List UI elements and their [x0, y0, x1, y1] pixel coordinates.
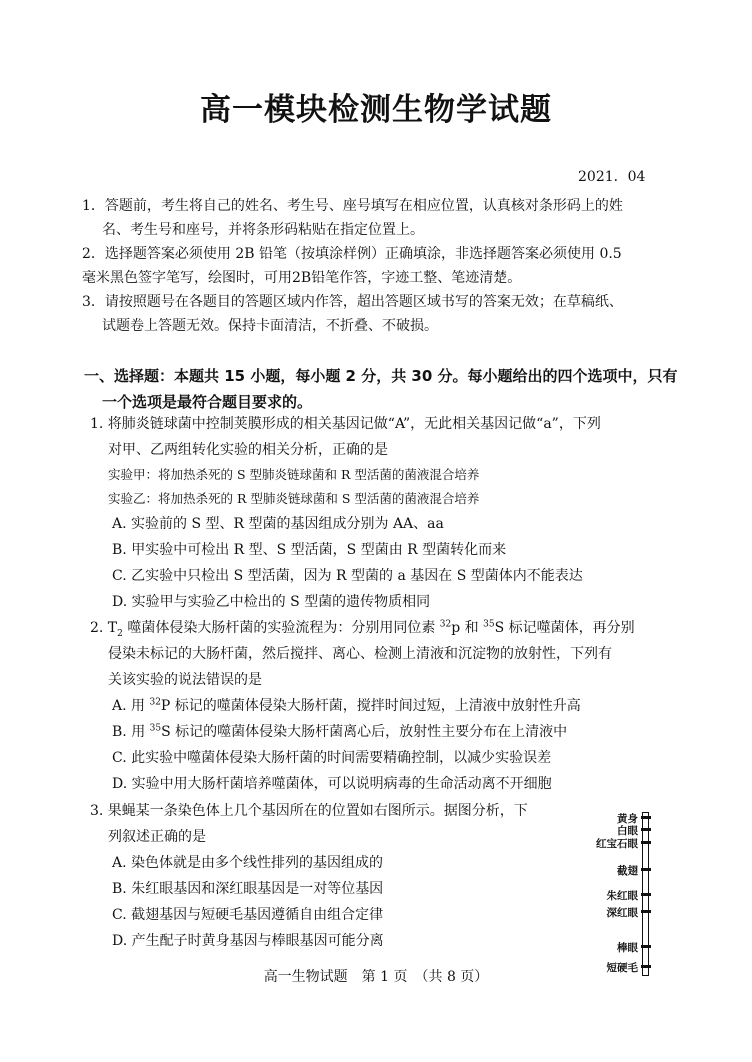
section-line: 一个选项是最符合题目要求的。: [102, 393, 313, 411]
q1-option-d: D. 实验甲与实验乙中检出的 S 型菌的遗传物质相同: [112, 594, 431, 610]
q1-option-b: B. 甲实验中可检出 R 型、S 型活菌，S 型菌由 R 型菌转化而来: [112, 542, 507, 558]
q3-option-d: D. 产生配子时黄身基因与棒眼基因可能分离: [112, 933, 384, 949]
instruction-2: [82, 242, 682, 290]
q2-stem-text: 噬菌体侵染大肠杆菌的实验流程为：分别用同位素: [122, 620, 440, 636]
gene-label-vermilion-eye: 朱红眼: [606, 890, 638, 902]
gene-band: [641, 945, 651, 948]
chromosome-gene-map: [580, 808, 660, 978]
q1-stem: 对甲、乙两组转化实验的相关分析，正确的是: [108, 442, 388, 458]
gene-label-bobbed-bristle: 短硬毛: [606, 962, 638, 974]
option-text: P 标记的噬菌体侵染大肠杆菌，搅拌时间过短，上清液中放射性升高: [160, 698, 581, 714]
q1-experiment-b: 实验乙：将加热杀死的 R 型肺炎链球菌和 S 型活菌的菌液混合培养: [108, 491, 480, 506]
gene-label-bar-eye: 棒眼: [617, 942, 638, 954]
q3-stem: 列叙述正确的是: [108, 829, 206, 845]
q2-stem: [90, 618, 635, 638]
q3-option-b: B. 朱红眼基因和深红眼基因是一对等位基因: [112, 881, 384, 897]
q1-stem: 1. 将肺炎链球菌中控制荚膜形成的相关基因记做“A”，无此相关基因记做“a”，下列: [90, 416, 601, 432]
instruction-line: 1．答题前，考生将自己的姓名、考生号、座号填写在相应位置，认真核对条形码上的姓: [82, 198, 623, 214]
q2-stem: 关该实验的说法错误的是: [108, 672, 262, 688]
page-title: 高一模块检测生物学试题: [200, 92, 552, 128]
q2-option-a: [112, 696, 581, 716]
option-superscript: 35: [149, 723, 162, 734]
instruction-line: 3．请按照题号在各题目的答题区域内作答，超出答题区域书写的答案无效；在草稿纸、: [82, 294, 623, 310]
q3-stem: 3. 果蝇某一条染色体上几个基因所在的位置如右图所示。据图分析，下: [90, 803, 528, 819]
q1-option-a: A. 实验前的 S 型、R 型菌的基因组成分别为 AA、aa: [112, 516, 444, 532]
gene-band: [641, 828, 651, 831]
gene-label-yellow-body: 黄身: [617, 813, 638, 825]
option-superscript: 32: [149, 697, 161, 708]
gene-band: [641, 841, 651, 844]
section-heading: [84, 363, 684, 415]
q2-stem: 侵染未标记的大肠杆菌，然后搅拌、离心、检测上清液和沉淀物的放射性，下列有: [108, 646, 612, 662]
instruction-1: [82, 194, 682, 242]
gene-band: [641, 910, 651, 913]
q2-stem-text: S 标记噬菌体，再分别: [494, 620, 635, 636]
gene-label-garnet-eye: 深红眼: [606, 907, 638, 919]
page-footer: 高一生物试题 第 1 页 （共 8 页）: [263, 969, 489, 985]
option-text: B. 用: [112, 724, 150, 740]
q2-stem-text: p 和: [451, 620, 484, 636]
q1-option-c: C. 乙实验中只检出 S 型活菌，因为 R 型菌的 a 基因在 S 型菌体内不能表达: [112, 568, 583, 584]
gene-label-cut-wing: 截翅: [617, 865, 638, 877]
gene-label-white-eye: 白眼: [617, 825, 638, 837]
q2-superscript: 32: [439, 619, 452, 630]
q2-superscript: 35: [483, 619, 495, 630]
q3-option-c: C. 截翅基因与短硬毛基因遵循自由组合定律: [112, 907, 384, 923]
q2-option-c: C. 此实验中噬菌体侵染大肠杆菌的时间需要精确控制，以减少实验误差: [112, 750, 552, 766]
instruction-line: 2．选择题答案必须使用 2B 铅笔（按填涂样例）正确填涂，非选择题答案必须使用 0.5: [82, 246, 622, 262]
q2-option-b: [112, 722, 567, 742]
gene-band: [641, 868, 651, 871]
section-line: 一、选择题：本题共 15 小题，每小题 2 分，共 30 分。每小题给出的四个选项中，只有: [84, 367, 678, 385]
q1-experiment-a: 实验甲：将加热杀死的 S 型肺炎链球菌和 R 型活菌的菌液混合培养: [108, 467, 480, 482]
q2-number: 2. T: [90, 620, 118, 636]
instruction-line: 试题卷上答题无效。保持卡面清洁，不折叠、不破损。: [102, 318, 438, 334]
instruction-3: [82, 290, 682, 338]
instruction-line: 毫米黑色签字笔写，绘图时，可用2B铅笔作答，字迹工整、笔迹清楚。: [82, 270, 522, 286]
exam-date: 2021．04: [578, 169, 646, 185]
q2-option-d: D. 实验中用大肠杆菌培养噬菌体，可以说明病毒的生命活动离不开细胞: [112, 776, 552, 792]
q2-subscript: 2: [117, 628, 123, 639]
option-text: S 标记的噬菌体侵染大肠杆菌离心后，放射性主要分布在上清液中: [161, 724, 568, 740]
gene-band: [641, 893, 651, 896]
instruction-line: 名、考生号和座号，并将条形码粘贴在指定位置上。: [102, 222, 424, 238]
gene-band: [641, 816, 651, 819]
q3-option-a: A. 染色体就是由多个线性排列的基因组成的: [112, 855, 384, 871]
option-text: A. 用: [112, 698, 150, 714]
gene-label-ruby-eye: 红宝石眼: [596, 838, 638, 850]
